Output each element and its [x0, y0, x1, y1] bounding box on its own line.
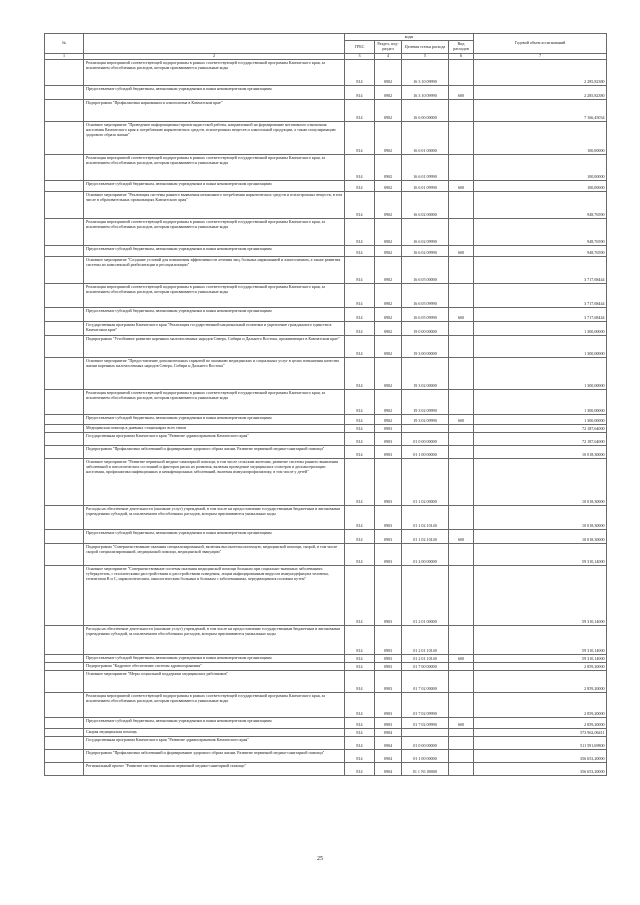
row-section-cell: 0904 [375, 728, 402, 736]
row-sum-cell: 10 018,30000 [474, 445, 607, 458]
column-number: 6 [449, 54, 474, 60]
header-number: № [45, 34, 84, 54]
row-name-cell: Подпрограмма "Кадровое обеспечение системы здравоохранения" [84, 662, 345, 670]
row-name-cell: Основное мероприятие "Создание условий для повышения эффективности лечения лиц, больных наркоманией и алкоголизмом, а также развития системы их комплексной реабилитации и ресоциализации" [84, 257, 345, 284]
row-grbs-cell: 814 [345, 358, 375, 390]
row-expense-type-cell [449, 358, 474, 390]
row-number-cell [45, 257, 84, 284]
row-grbs-cell: 814 [345, 458, 375, 505]
row-grbs-cell: 814 [345, 505, 375, 529]
row-section-cell: 0903 [375, 543, 402, 565]
header-target-article: Целевая статья расхода [402, 41, 449, 54]
table-row [45, 425, 607, 433]
row-number-cell [45, 736, 84, 749]
row-name-cell: Расходы на обеспечение деятельности (оказание услуг) учреждений, в том числе на предоставление государственным бюджетным и автономным учреждениям субсидий, за исключением обособленных расходов, которым присваиваются уникальные коды [84, 625, 345, 654]
table-row [45, 458, 607, 505]
column-number: 3 [345, 54, 375, 60]
row-name-cell: Реализация мероприятий соответствующей подпрограммы в рамках соответствующей государственной программы Камчатского края, за исключением обособленных расходов, которым присваиваются уникальные коды [84, 60, 345, 86]
row-number-cell [45, 425, 84, 433]
row-number-cell [45, 219, 84, 246]
row-sum-cell: 2 285,82380 [474, 60, 607, 86]
row-target-article-cell: 16 6 01 00000 [402, 122, 449, 155]
row-section-cell: 0902 [375, 246, 402, 257]
row-target-article-cell: 19 3 02 00000 [402, 358, 449, 390]
row-name-cell: Государственная программа Камчатского края "Развитие здравоохранения Камчатского края" [84, 432, 345, 445]
row-name-cell: Основное мероприятие "Развитие первичной медико-санитарной помощи, в том числе сельским жителям, развитие системы раннего выявления заболеваний и патологических состояний и факторов риска их развития, включая проведение медицинских осмотров и диспансеризации населения, профилактика инфекционных и неинфекционных заболеваний, включая иммунопрофилактику, в том числе у детей" [84, 458, 345, 505]
row-number-cell [45, 458, 84, 505]
row-sum-cell: 72 187,64000 [474, 425, 607, 433]
row-grbs-cell: 814 [345, 670, 375, 692]
row-target-article-cell: 19 3 02 09990 [402, 390, 449, 415]
row-grbs-cell: 814 [345, 543, 375, 565]
row-target-article-cell: 19 3 02 09990 [402, 415, 449, 425]
row-grbs-cell: 814 [345, 717, 375, 728]
row-section-cell: 0902 [375, 122, 402, 155]
row-grbs-cell: 814 [345, 415, 375, 425]
row-section-cell: 0902 [375, 192, 402, 219]
header-name [84, 34, 345, 54]
row-expense-type-cell [449, 692, 474, 717]
row-grbs-cell: 814 [345, 192, 375, 219]
row-expense-type-cell [449, 543, 474, 565]
row-name-cell: Медицинская помощь в дневных стационарах всех типов [84, 425, 345, 433]
row-grbs-cell: 814 [345, 257, 375, 284]
row-sum-cell: 2 285,82380 [474, 86, 607, 100]
row-name-cell: Подпрограмма "Совершенствование оказания специализированной, включая высокотехнологичную, медицинской помощи, скорой, в том числе скорой специализированной, медицинской помощи, медицинской эвакуации" [84, 543, 345, 565]
row-expense-type-cell [449, 390, 474, 415]
row-number-cell [45, 654, 84, 662]
column-number: 5 [402, 54, 449, 60]
row-target-article-cell: 16 6 05 09990 [402, 308, 449, 322]
row-target-article-cell: 16 6 00 00000 [402, 100, 449, 122]
row-expense-type-cell: 600 [449, 308, 474, 322]
row-name-cell: Скорая медицинская помощь [84, 728, 345, 736]
column-number: 2 [84, 54, 345, 60]
row-grbs-cell: 814 [345, 654, 375, 662]
row-section-cell: 0902 [375, 219, 402, 246]
row-number-cell [45, 192, 84, 219]
row-number-cell [45, 336, 84, 358]
row-expense-type-cell [449, 425, 474, 433]
row-grbs-cell: 814 [345, 749, 375, 762]
table-row [45, 86, 607, 100]
header-section: Раздел, под-раздел [375, 41, 402, 54]
table-row [45, 654, 607, 662]
row-name-cell: Подпрограмма "Профилактика заболеваний и формирование здорового образа жизни. Развитие первичной медико-санитарной помощи" [84, 749, 345, 762]
page-number: 25 [317, 856, 323, 862]
row-target-article-cell: 01 2 01 10140 [402, 654, 449, 662]
header-grbs: ГРБС [345, 41, 375, 54]
row-grbs-cell: 814 [345, 246, 375, 257]
row-name-cell: Предоставление субсидий бюджетным, автономным учреждениям и иным некоммерческим организациям [84, 717, 345, 728]
row-number-cell [45, 565, 84, 625]
row-number-cell [45, 728, 84, 736]
row-number-cell [45, 625, 84, 654]
table-row [45, 122, 607, 155]
table-row [45, 565, 607, 625]
row-name-cell: Основное мероприятие "Реализация системы раннего выявления незаконного потребления наркотических средств и психотропных веществ, в том числе в образовательных организациях Камчатского края" [84, 192, 345, 219]
row-section-cell: 0903 [375, 692, 402, 717]
row-number-cell [45, 86, 84, 100]
row-grbs-cell: 814 [345, 155, 375, 181]
row-sum-cell: 100,00000 [474, 155, 607, 181]
row-section-cell: 0904 [375, 749, 402, 762]
row-grbs-cell: 814 [345, 565, 375, 625]
row-target-article-cell: 01 0 00 00000 [402, 736, 449, 749]
row-expense-type-cell: 600 [449, 246, 474, 257]
row-expense-type-cell [449, 100, 474, 122]
row-target-article-cell: 16 3 10 09990 [402, 86, 449, 100]
table-row [45, 445, 607, 458]
row-number-cell [45, 390, 84, 415]
table-row [45, 728, 607, 736]
table-body [45, 60, 607, 776]
row-number-cell [45, 543, 84, 565]
table-row [45, 60, 607, 86]
row-expense-type-cell [449, 728, 474, 736]
row-number-cell [45, 717, 84, 728]
row-section-cell: 0903 [375, 565, 402, 625]
row-name-cell: Основное мероприятие "Меры социальной поддержки медицинских работников" [84, 670, 345, 692]
table-row [45, 692, 607, 717]
row-target-article-cell: 01 7 02 09990 [402, 692, 449, 717]
row-name-cell: Реализация мероприятий соответствующей подпрограммы в рамках соответствующей государственной программы Камчатского края, за исключением обособленных расходов, которым присваиваются уникальные коды [84, 155, 345, 181]
row-name-cell: Региональный проект "Развитие системы оказания первичной медико-санитарной помощи" [84, 762, 345, 775]
row-expense-type-cell [449, 336, 474, 358]
row-expense-type-cell: 600 [449, 529, 474, 543]
row-grbs-cell: 814 [345, 181, 375, 192]
row-section-cell: 0903 [375, 625, 402, 654]
row-name-cell: Предоставление субсидий бюджетным, автономным учреждениям и иным некоммерческим организациям [84, 529, 345, 543]
row-sum-cell: 948,76590 [474, 192, 607, 219]
row-expense-type-cell [449, 155, 474, 181]
row-number-cell [45, 246, 84, 257]
row-sum-cell: 573 962,06411 [474, 728, 607, 736]
row-sum-cell: 2 859,20000 [474, 692, 607, 717]
row-section-cell: 0903 [375, 425, 402, 433]
row-sum-cell: 100,00000 [474, 181, 607, 192]
row-sum-cell: 1 300,00000 [474, 415, 607, 425]
row-name-cell: Государственная программа Камчатского края "Реализация государственной национальной политики и укрепление гражданского единства в Камчатском крае" [84, 322, 345, 336]
row-number-cell [45, 432, 84, 445]
row-section-cell: 0902 [375, 308, 402, 322]
row-name-cell: Предоставление субсидий бюджетным, автономным учреждениям и иным некоммерческим организациям [84, 415, 345, 425]
row-grbs-cell: 814 [345, 86, 375, 100]
row-section-cell: 0902 [375, 284, 402, 308]
row-grbs-cell: 814 [345, 219, 375, 246]
row-number-cell [45, 155, 84, 181]
row-expense-type-cell [449, 257, 474, 284]
row-grbs-cell: 814 [345, 728, 375, 736]
row-target-article-cell: 01 7 02 09990 [402, 717, 449, 728]
row-name-cell: Предоставление субсидий бюджетным, автономным учреждениям и иным некоммерческим организациям [84, 246, 345, 257]
row-grbs-cell: 814 [345, 308, 375, 322]
row-grbs-cell: 814 [345, 762, 375, 775]
row-grbs-cell: 814 [345, 625, 375, 654]
row-expense-type-cell [449, 749, 474, 762]
header-codes-group: коды [345, 34, 474, 41]
row-target-article-cell: 01 2 01 10140 [402, 625, 449, 654]
row-sum-cell: 100,00000 [474, 122, 607, 155]
row-target-article-cell: 01 1 N1 00000 [402, 762, 449, 775]
table-row [45, 529, 607, 543]
row-target-article-cell: 16 6 05 09990 [402, 284, 449, 308]
table-row [45, 100, 607, 122]
header-annual-sum: Годовой объем ассигнований [474, 34, 607, 54]
row-name-cell: Основное мероприятие "Совершенствование системы оказания медицинской помощи больным при социально-значимых заболеваниях: туберкулезом, с психическими расстройствами и расстройствами поведения, лицам инфицированным вирусом иммунодефицита человека, гепатитами В и С, наркологическим, онкологическим больным и больным с заболеваниями, передающимися половым путем" [84, 565, 345, 625]
row-expense-type-cell [449, 445, 474, 458]
table-row [45, 192, 607, 219]
row-sum-cell: 7 166,45034 [474, 100, 607, 122]
row-target-article-cell: 01 1 02 10140 [402, 505, 449, 529]
row-number-cell [45, 100, 84, 122]
row-name-cell: Подпрограмма "Устойчивое развитие коренных малочисленных народов Севера, Сибири и Дальнего Востока, проживающих в Камчатском крае" [84, 336, 345, 358]
table-row [45, 358, 607, 390]
row-number-cell [45, 445, 84, 458]
row-sum-cell: 2 859,20000 [474, 662, 607, 670]
row-number-cell [45, 505, 84, 529]
row-name-cell: Предоставление субсидий бюджетным, автономным учреждениям и иным некоммерческим организациям [84, 308, 345, 322]
row-target-article-cell: 19 0 00 00000 [402, 322, 449, 336]
table-row [45, 322, 607, 336]
row-sum-cell: 511 591,69800 [474, 736, 607, 749]
row-target-article-cell: 16 6 02 00000 [402, 192, 449, 219]
row-target-article-cell [402, 728, 449, 736]
row-sum-cell: 10 018,30000 [474, 529, 607, 543]
row-number-cell [45, 322, 84, 336]
row-expense-type-cell [449, 736, 474, 749]
row-section-cell: 0903 [375, 432, 402, 445]
table-row [45, 762, 607, 775]
row-section-cell: 0902 [375, 257, 402, 284]
row-target-article-cell: 01 1 02 00000 [402, 458, 449, 505]
row-expense-type-cell [449, 192, 474, 219]
table-row [45, 432, 607, 445]
row-target-article-cell: 16 3 10 09990 [402, 60, 449, 86]
header-expense-type: Вид расходов [449, 41, 474, 54]
row-expense-type-cell [449, 625, 474, 654]
row-section-cell: 0902 [375, 415, 402, 425]
row-target-article-cell: 01 1 00 00000 [402, 749, 449, 762]
row-expense-type-cell [449, 458, 474, 505]
row-expense-type-cell [449, 284, 474, 308]
row-section-cell: 0902 [375, 390, 402, 415]
row-name-cell: Реализация мероприятий соответствующей подпрограммы в рамках соответствующей государственной программы Камчатского края, за исключением обособленных расходов, которым присваиваются уникальные коды [84, 692, 345, 717]
row-target-article-cell [402, 425, 449, 433]
row-grbs-cell: 814 [345, 322, 375, 336]
row-sum-cell: 2 859,20000 [474, 717, 607, 728]
row-grbs-cell: 814 [345, 432, 375, 445]
row-expense-type-cell [449, 219, 474, 246]
row-number-cell [45, 529, 84, 543]
row-name-cell: Реализация мероприятий соответствующей подпрограммы в рамках соответствующей государственной программы Камчатского края, за исключением обособленных расходов, которым присваиваются уникальные коды [84, 390, 345, 415]
row-expense-type-cell: 600 [449, 415, 474, 425]
row-section-cell: 0902 [375, 86, 402, 100]
table-row [45, 543, 607, 565]
row-section-cell: 0903 [375, 529, 402, 543]
row-grbs-cell: 814 [345, 445, 375, 458]
row-name-cell: Реализация мероприятий соответствующей подпрограммы в рамках соответствующей государственной программы Камчатского края, за исключением обособленных расходов, которым присваиваются уникальные коды [84, 219, 345, 246]
row-target-article-cell: 01 0 00 00000 [402, 432, 449, 445]
row-section-cell: 0903 [375, 654, 402, 662]
row-number-cell [45, 749, 84, 762]
row-section-cell: 0902 [375, 322, 402, 336]
table-row [45, 749, 607, 762]
row-grbs-cell: 814 [345, 284, 375, 308]
row-section-cell: 0903 [375, 505, 402, 529]
row-name-cell: Государственная программа Камчатского края "Развитие здравоохранения Камчатского края" [84, 736, 345, 749]
row-section-cell: 0902 [375, 181, 402, 192]
row-number-cell [45, 358, 84, 390]
table-row [45, 625, 607, 654]
row-grbs-cell: 814 [345, 736, 375, 749]
row-target-article-cell: 16 6 01 09990 [402, 155, 449, 181]
row-expense-type-cell: 600 [449, 717, 474, 728]
row-sum-cell: 948,76590 [474, 219, 607, 246]
budget-table [44, 33, 607, 776]
row-expense-type-cell [449, 122, 474, 155]
row-name-cell: Реализация мероприятий соответствующей подпрограммы в рамках соответствующей государственной программы Камчатского края, за исключением обособленных расходов, которым присваиваются уникальные коды [84, 284, 345, 308]
table-row [45, 181, 607, 192]
row-sum-cell: 356 653,20000 [474, 762, 607, 775]
row-sum-cell: 1 300,00000 [474, 390, 607, 415]
row-section-cell: 0903 [375, 717, 402, 728]
column-number: 4 [375, 54, 402, 60]
row-sum-cell: 948,76590 [474, 246, 607, 257]
row-expense-type-cell [449, 60, 474, 86]
row-expense-type-cell [449, 322, 474, 336]
row-target-article-cell: 01 1 00 00000 [402, 445, 449, 458]
row-number-cell [45, 415, 84, 425]
row-section-cell: 0903 [375, 445, 402, 458]
row-sum-cell: 3 717,68444 [474, 284, 607, 308]
row-grbs-cell: 814 [345, 692, 375, 717]
row-section-cell: 0903 [375, 662, 402, 670]
row-target-article-cell: 16 6 05 00000 [402, 257, 449, 284]
row-section-cell: 0902 [375, 155, 402, 181]
table-row [45, 284, 607, 308]
row-target-article-cell: 01 2 01 00000 [402, 565, 449, 625]
row-sum-cell: 1 300,00000 [474, 358, 607, 390]
row-sum-cell: 59 310,14000 [474, 543, 607, 565]
row-grbs-cell: 814 [345, 390, 375, 415]
table-row [45, 390, 607, 415]
row-target-article-cell: 16 6 01 09990 [402, 181, 449, 192]
table-row [45, 717, 607, 728]
row-sum-cell: 3 717,68444 [474, 257, 607, 284]
row-target-article-cell: 19 3 00 00000 [402, 336, 449, 358]
row-name-cell: Предоставление субсидий бюджетным, автономным учреждениям и иным некоммерческим организациям [84, 181, 345, 192]
row-target-article-cell: 16 6 02 09990 [402, 246, 449, 257]
row-sum-cell: 59 310,14000 [474, 654, 607, 662]
row-sum-cell: 1 300,00000 [474, 322, 607, 336]
row-expense-type-cell [449, 505, 474, 529]
row-grbs-cell: 814 [345, 529, 375, 543]
row-target-article-cell: 16 6 02 09990 [402, 219, 449, 246]
row-grbs-cell: 814 [345, 100, 375, 122]
column-number: 7 [474, 54, 607, 60]
table-row [45, 155, 607, 181]
row-target-article-cell: 01 2 00 00000 [402, 543, 449, 565]
row-name-cell: Основное мероприятие "Предоставление дополнительных гарантий по оказанию медицинских и социальных услуг в целях повышения качества жизни коренных малочисленных народов Севера, Сибири и Дальнего Востока" [84, 358, 345, 390]
table-row [45, 415, 607, 425]
row-number-cell [45, 60, 84, 86]
row-expense-type-cell: 600 [449, 181, 474, 192]
row-expense-type-cell: 600 [449, 654, 474, 662]
row-section-cell: 0902 [375, 358, 402, 390]
table-row [45, 336, 607, 358]
row-expense-type-cell: 600 [449, 86, 474, 100]
row-name-cell: Подпрограмма "Профилактика заболеваний и формирование здорового образа жизни. Развитие первичной медико-санитарной помощи" [84, 445, 345, 458]
row-section-cell: 0903 [375, 670, 402, 692]
row-name-cell: Предоставление субсидий бюджетным, автономным учреждениям и иным некоммерческим организациям [84, 86, 345, 100]
row-target-article-cell: 01 7 00 00000 [402, 662, 449, 670]
table-row [45, 257, 607, 284]
row-target-article-cell: 01 1 02 10140 [402, 529, 449, 543]
table-row [45, 736, 607, 749]
table-row [45, 670, 607, 692]
row-grbs-cell: 814 [345, 122, 375, 155]
row-number-cell [45, 284, 84, 308]
row-sum-cell: 356 653,20000 [474, 749, 607, 762]
column-number: 1 [45, 54, 84, 60]
row-name-cell: Основное мероприятие "Проведение информационно-пропагандистской работы, направленной на формирование негативного отношения населения Камчатского края к потреблению наркотических средств, психотропных веществ и алкогольной продукции, а также популяризацию здорового образа жизни" [84, 122, 345, 155]
row-expense-type-cell [449, 670, 474, 692]
row-number-cell [45, 122, 84, 155]
row-section-cell: 0903 [375, 458, 402, 505]
row-grbs-cell: 814 [345, 60, 375, 86]
row-section-cell: 0902 [375, 60, 402, 86]
row-grbs-cell: 814 [345, 425, 375, 433]
row-grbs-cell: 814 [345, 662, 375, 670]
row-number-cell [45, 181, 84, 192]
row-expense-type-cell [449, 432, 474, 445]
table-row [45, 662, 607, 670]
row-sum-cell: 72 187,64000 [474, 432, 607, 445]
row-section-cell: 0902 [375, 336, 402, 358]
row-section-cell: 0902 [375, 100, 402, 122]
row-number-cell [45, 662, 84, 670]
table-row [45, 246, 607, 257]
row-number-cell [45, 762, 84, 775]
row-section-cell: 0904 [375, 736, 402, 749]
row-sum-cell: 59 310,14000 [474, 625, 607, 654]
row-sum-cell: 10 018,30000 [474, 458, 607, 505]
table-row [45, 505, 607, 529]
row-sum-cell: 59 310,14000 [474, 565, 607, 625]
row-number-cell [45, 692, 84, 717]
row-name-cell: Расходы на обеспечение деятельности (оказание услуг) учреждений, в том числе на предоставление государственным бюджетным и автономным учреждениям субсидий, за исключением обособленных расходов, которым присваиваются уникальные коды [84, 505, 345, 529]
row-sum-cell: 1 300,00000 [474, 336, 607, 358]
row-sum-cell: 3 717,68444 [474, 308, 607, 322]
row-expense-type-cell [449, 565, 474, 625]
row-target-article-cell: 01 7 02 00000 [402, 670, 449, 692]
row-sum-cell: 2 859,20000 [474, 670, 607, 692]
row-name-cell: Подпрограмма "Профилактика наркомании и алкоголизма в Камчатском крае" [84, 100, 345, 122]
row-expense-type-cell [449, 662, 474, 670]
table-row [45, 308, 607, 322]
row-sum-cell: 10 018,30000 [474, 505, 607, 529]
row-section-cell: 0904 [375, 762, 402, 775]
row-expense-type-cell [449, 762, 474, 775]
row-number-cell [45, 670, 84, 692]
row-name-cell: Предоставление субсидий бюджетным, автономным учреждениям и иным некоммерческим организациям [84, 654, 345, 662]
table-row [45, 219, 607, 246]
row-number-cell [45, 308, 84, 322]
row-grbs-cell: 814 [345, 336, 375, 358]
table-header [45, 34, 607, 60]
